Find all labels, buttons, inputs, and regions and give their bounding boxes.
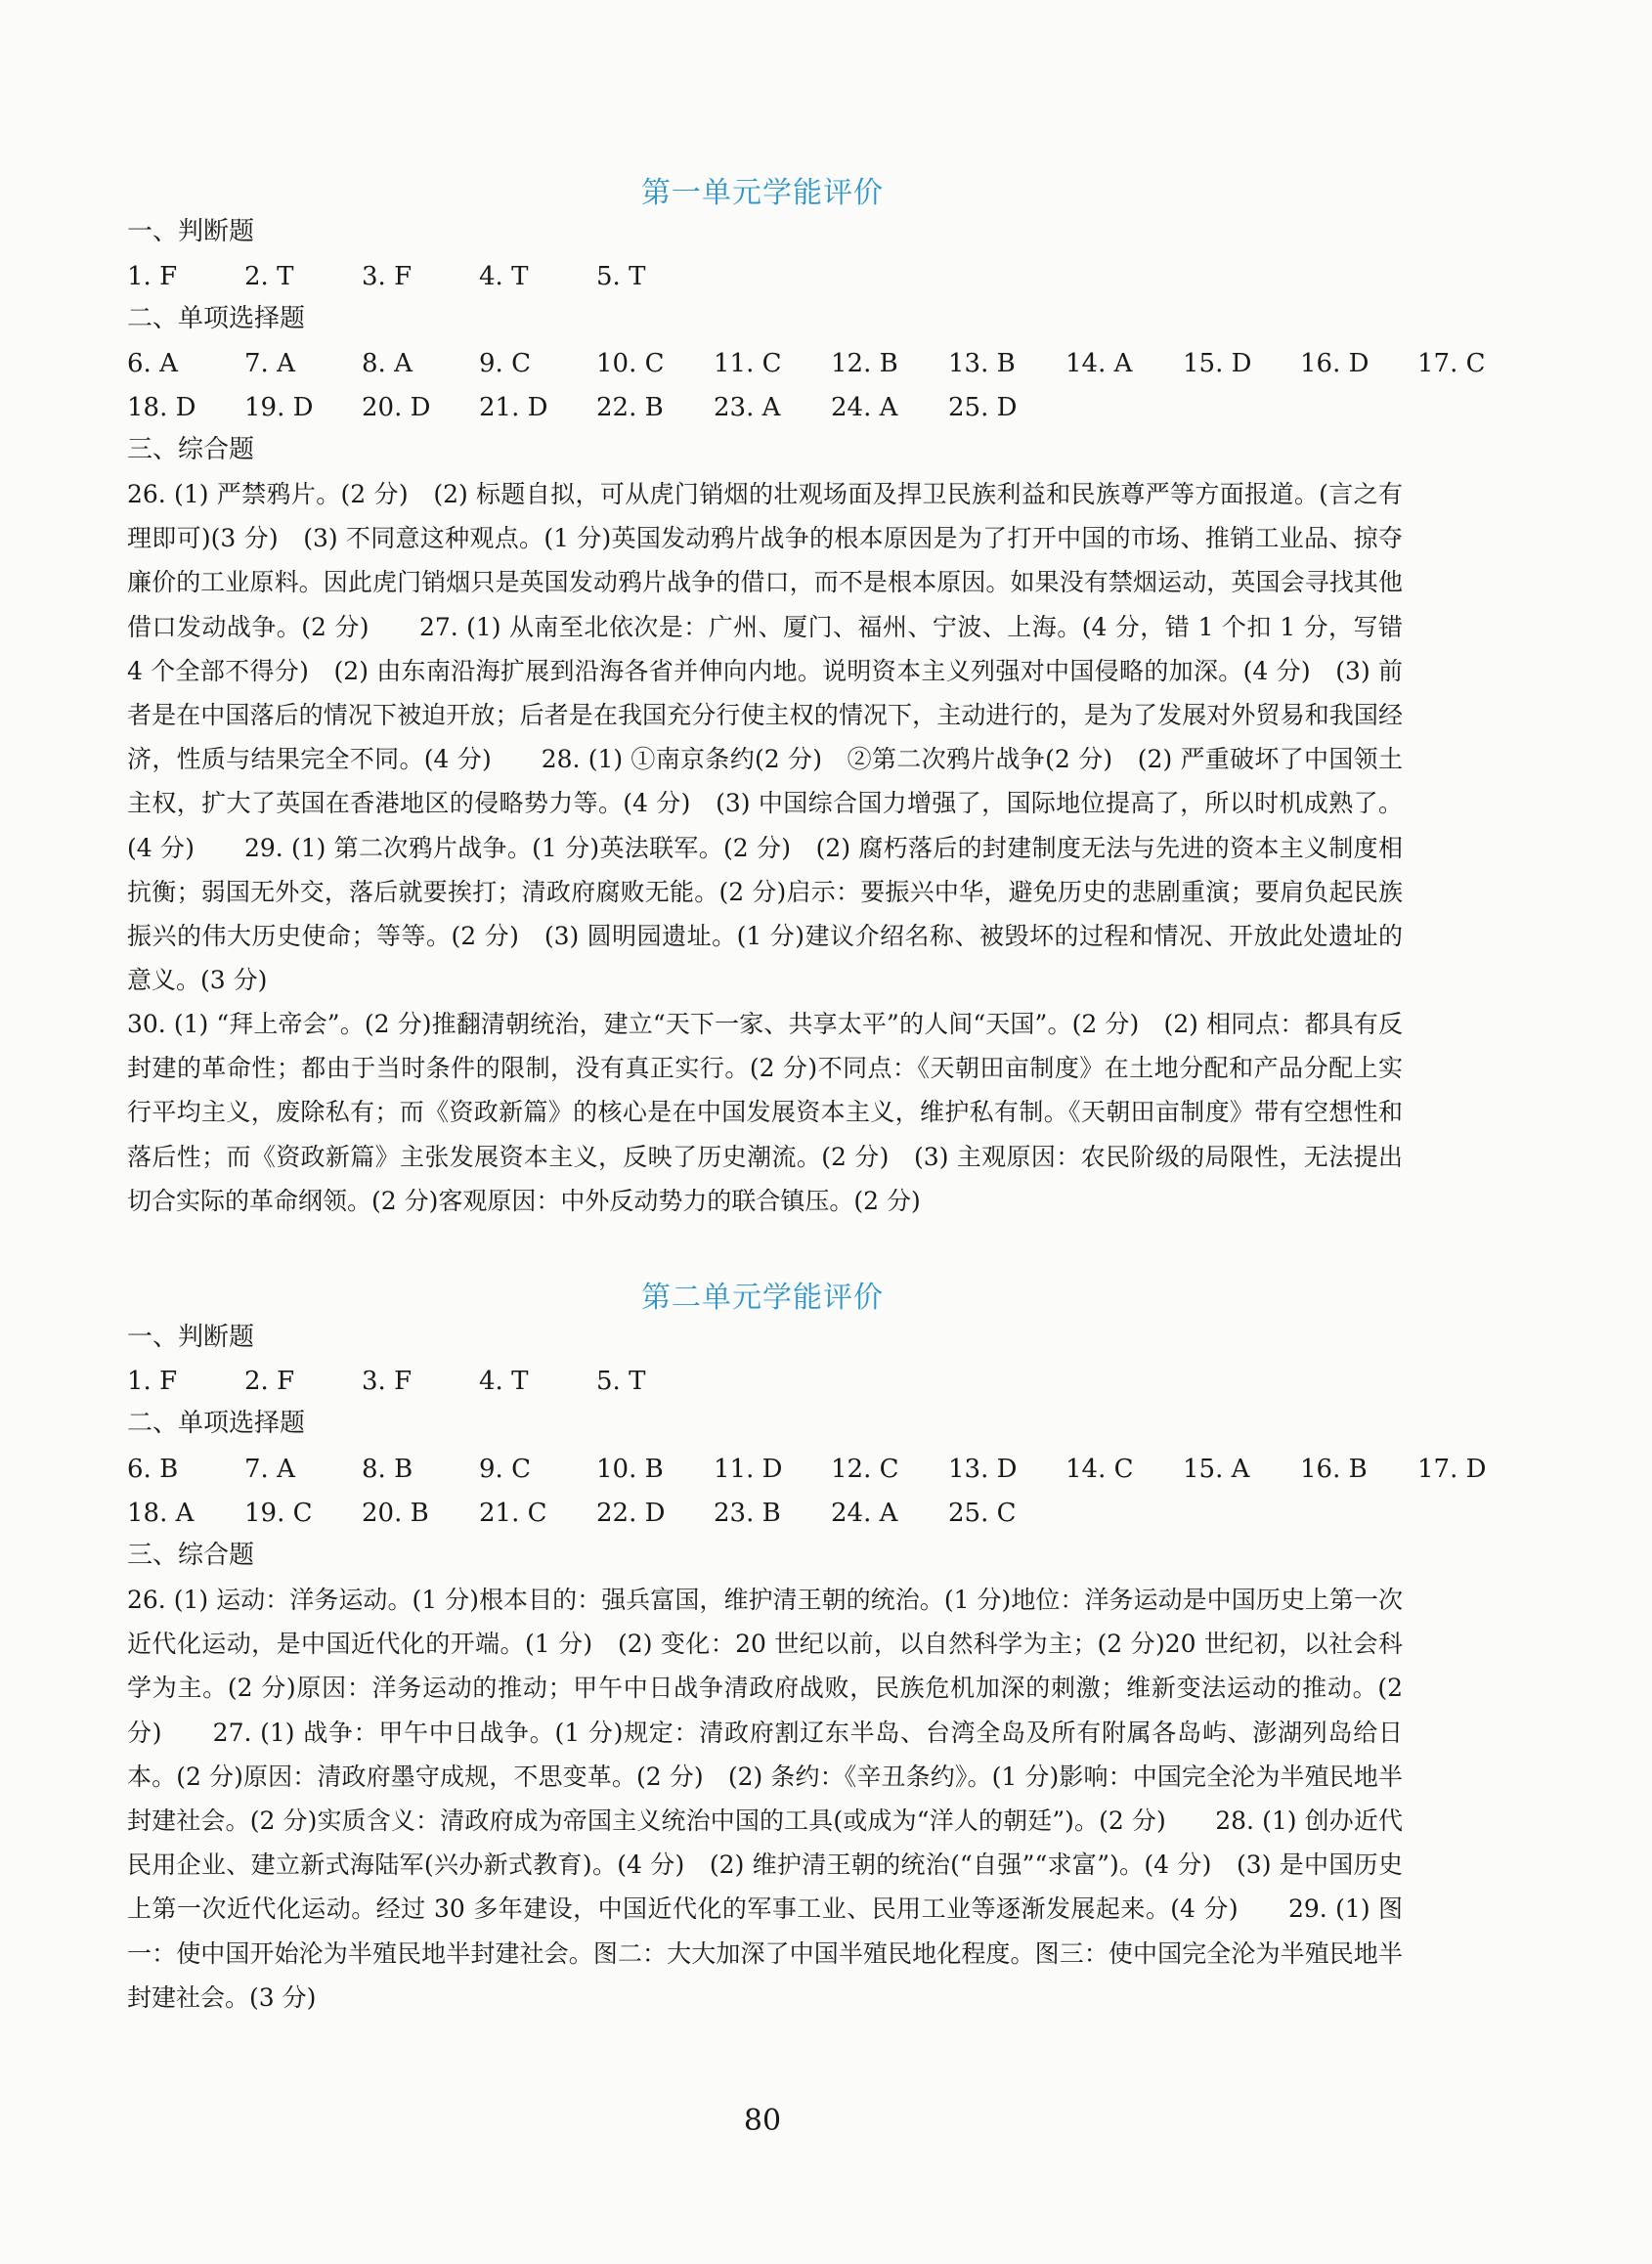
- answer-item: 24. A: [831, 393, 898, 422]
- answer-item: 5. T: [596, 262, 646, 291]
- answer-item: 22. D: [596, 1499, 666, 1528]
- answer-item: 3. F: [362, 1367, 413, 1396]
- answer-item: 6. B: [127, 1455, 179, 1484]
- unit-1-comprehensive-answer-30: 30. (1) “拜上帝会”。(2 分)推翻清朝统治，建立“天下一家、共享太平”的人间“天国”。(2 分) (2) 相同点：都具有反封建的革命性；都由于当时条件的限制，没有真正实行。(2 分)不同点：《天朝田亩制度》在土地分配和产品分配上实行平均主义，废除私有；而《资政新篇》的核心是在中国发展资本主义，维护私有制。《天朝田亩制度》带有空想性和落后性；而《资政新篇》主张发展资本主义，反映了历史潮流。(2 分) (3) 主观原因：农民阶级的局限性，无法提出切合实际的革命纲领。(2 分)客观原因：中外反动势力的联合镇压。(2 分): [127, 1010, 1403, 1215]
- unit-1-comprehensive-answers-26-29: 26. (1) 严禁鸦片。(2 分) (2) 标题自拟，可从虎门销烟的壮观场面及捍卫民族利益和民族尊严等方面报道。(言之有理即可)(3 分) (3) 不同意这种观点。(1 分)英国发动鸦片战争的根本原因是为了打开中国的市场、推销工业品、掠夺廉价的工业原料。因此虎门销烟只是英国发动鸦片战争的借口，而不是根本原因。如果没有禁烟运动，英国会寻找其他借口发动战争。(2 分) 27. (1) 从南至北依次是：广州、厦门、福州、宁波、上海。(4 分，错 1 个扣 1 分，写错 4 个全部不得分) (2) 由东南沿海扩展到沿海各省并伸向内地。说明资本主义列强对中国侵略的加深。(4 分) (3) 前者是在中国落后的情况下被迫开放；后者是在我国充分行使主权的情况下，主动进行的，是为了发展对外贸易和我国经济，性质与结果完全不同。(4 分) 28. (1) ①南京条约(2 分) ②第二次鸦片战争(2 分) (2) 严重破坏了中国领土主权，扩大了英国在香港地区的侵略势力等。(4 分) (3) 中国综合国力增强了，国际地位提高了，所以时机成熟了。(4 分) 29. (1) 第二次鸦片战争。(1 分)英法联军。(2 分) (2) 腐朽落后的封建制度无法与先进的资本主义制度相抗衡；弱国无外交，落后就要挨打；清政府腐败无能。(2 分)启示：要振兴中华，避免历史的悲剧重演；要肩负起民族振兴的伟大历史使命；等等。(2 分) (3) 圆明园遗址。(1 分)建议介绍名称、被毁坏的过程和情况、开放此处遗址的意义。(3 分): [127, 480, 1403, 995]
- answer-item: 9. C: [479, 349, 531, 378]
- answer-item: 12. B: [831, 349, 898, 378]
- answer-item: 6. A: [127, 349, 178, 378]
- page-number: 80: [743, 2104, 782, 2138]
- unit-1-section-choice-title: 二、单项选择题: [127, 304, 306, 333]
- answer-item: 12. C: [831, 1455, 899, 1484]
- answer-item: 16. D: [1300, 349, 1369, 378]
- answer-item: 10. C: [596, 349, 665, 378]
- unit-2-choice-answers-row-2: [127, 1499, 1065, 1528]
- answer-item: 19. C: [244, 1499, 313, 1528]
- answer-item: 25. C: [948, 1499, 1017, 1528]
- answer-item: 3. F: [362, 262, 413, 291]
- answer-item: 20. B: [362, 1499, 429, 1528]
- answer-item: 7. A: [244, 349, 295, 378]
- unit-1-section-true-false-title: 一、判断题: [127, 217, 255, 246]
- unit-2-section-choice-title: 二、单项选择题: [127, 1409, 306, 1438]
- unit-2-choice-answers-row-1: [127, 1455, 1535, 1484]
- unit-1-title: 第一单元学能评价: [641, 176, 884, 210]
- answer-item: 7. A: [244, 1455, 295, 1484]
- answer-item: 13. D: [948, 1455, 1018, 1484]
- unit-1-section-comprehensive-title: 三、综合题: [127, 435, 255, 464]
- answer-item: 5. T: [596, 1367, 646, 1396]
- answer-item: 21. D: [479, 393, 548, 422]
- unit-2-true-false-answers: [127, 1367, 714, 1396]
- answer-item: 1. F: [127, 262, 178, 291]
- answer-item: 8. A: [362, 349, 413, 378]
- unit-2-comprehensive-answers-26-29: 26. (1) 运动：洋务运动。(1 分)根本目的：强兵富国，维护清王朝的统治。(1 分)地位：洋务运动是中国历史上第一次近代化运动，是中国近代化的开端。(1 分) (2) 变化：20 世纪以前，以自然科学为主；(2 分)20 世纪初，以社会科学为主。(2 分)原因：洋务运动的推动；甲午中日战争清政府战败，民族危机加深的刺激；维新变法运动的推动。(2 分) 27. (1) 战争：甲午中日战争。(1 分)规定：清政府割辽东半岛、台湾全岛及所有附属各岛屿、澎湖列岛给日本。(2 分)原因：清政府墨守成规，不思变革。(2 分) (2) 条约：《辛丑条约》。(1 分)影响：中国完全沦为半殖民地半封建社会。(2 分)实质含义：清政府成为帝国主义统治中国的工具(或成为“洋人的朝廷”)。(2 分) 28. (1) 创办近代民用企业、建立新式海陆军(兴办新式教育)。(4 分) (2) 维护清王朝的统治(“自强”“求富”)。(4 分) (3) 是中国历史上第一次近代化运动。经过 30 多年建设，中国近代化的军事工业、民用工业等逐渐发展起来。(4 分) 29. (1) 图一：使中国开始沦为半殖民地半封建社会。图二：大大加深了中国半殖民地化程度。图三：使中国完全沦为半殖民地半封建社会。(3 分): [127, 1586, 1403, 2012]
- answer-item: 15. D: [1183, 349, 1252, 378]
- answer-item: 13. B: [948, 349, 1016, 378]
- unit-1-true-false-answers: [127, 262, 714, 291]
- answer-item: 20. D: [362, 393, 431, 422]
- answer-item: 22. B: [596, 393, 664, 422]
- answer-item: 9. C: [479, 1455, 531, 1484]
- answer-item: 24. A: [831, 1499, 898, 1528]
- answer-item: 11. D: [714, 1455, 783, 1484]
- answer-item: 17. C: [1417, 349, 1486, 378]
- unit-2-title: 第二单元学能评价: [641, 1281, 884, 1315]
- answer-item: 14. C: [1065, 1455, 1134, 1484]
- answer-item: 11. C: [714, 349, 782, 378]
- unit-1-choice-answers-row-1: [127, 349, 1535, 378]
- answer-item: 2. F: [244, 1367, 295, 1396]
- answer-item: 2. T: [244, 262, 294, 291]
- answer-item: 25. D: [948, 393, 1018, 422]
- answer-item: 1. F: [127, 1367, 178, 1396]
- answer-item: 8. B: [362, 1455, 413, 1484]
- answer-item: 18. D: [127, 393, 196, 422]
- answer-item: 16. B: [1300, 1455, 1368, 1484]
- answer-item: 17. D: [1417, 1455, 1487, 1484]
- answer-item: 10. B: [596, 1455, 664, 1484]
- unit-2-section-comprehensive-title: 三、综合题: [127, 1541, 255, 1570]
- answer-item: 14. A: [1065, 349, 1133, 378]
- answer-item: 15. A: [1183, 1455, 1250, 1484]
- answer-item: 4. T: [479, 1367, 529, 1396]
- unit-1-choice-answers-row-2: [127, 393, 1065, 422]
- answer-item: 4. T: [479, 262, 529, 291]
- answer-item: 18. A: [127, 1499, 195, 1528]
- answer-item: 21. C: [479, 1499, 547, 1528]
- answer-item: 19. D: [244, 393, 314, 422]
- answer-item: 23. B: [714, 1499, 781, 1528]
- unit-2-section-true-false-title: 一、判断题: [127, 1323, 255, 1352]
- answer-item: 23. A: [714, 393, 781, 422]
